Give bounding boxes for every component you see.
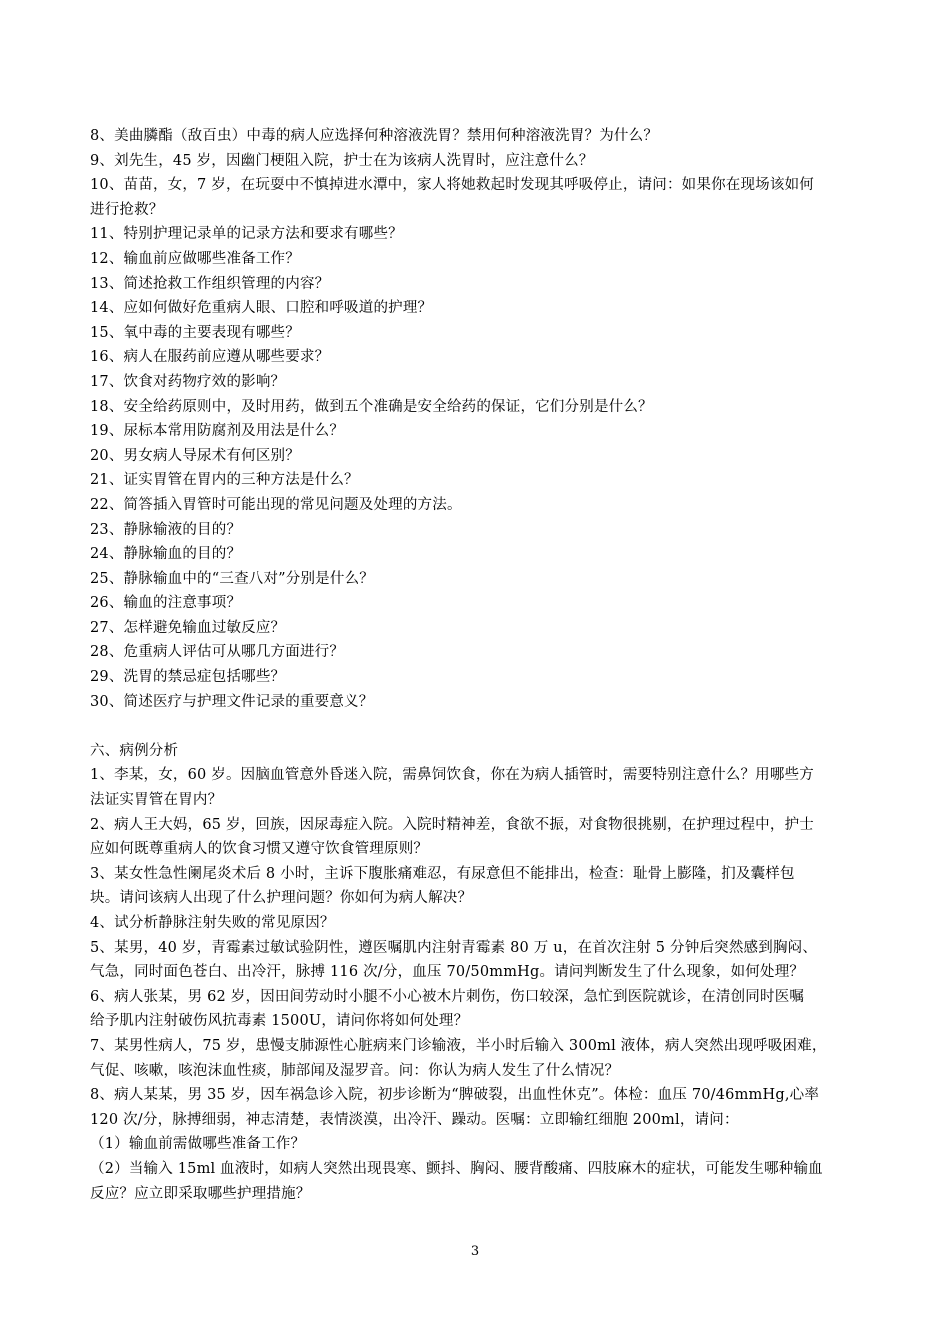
question-item bbox=[90, 690, 870, 715]
case-item-line: 给予肌内注射破伤风抗毒素 1500U，请问你将如何处理？ bbox=[90, 1013, 469, 1030]
question-item-line: 18、安全给药原则中，及时用药，做到五个准确是安全给药的保证，它们分别是什么？ bbox=[90, 398, 653, 415]
question-item bbox=[90, 444, 870, 469]
question-item bbox=[90, 370, 870, 395]
question-item bbox=[90, 665, 870, 690]
case-item-line: 4、试分析静脉注射失败的常见原因？ bbox=[90, 915, 335, 931]
question-item bbox=[90, 616, 870, 641]
question-item bbox=[90, 222, 870, 247]
case-item-line: 6、病人张某，男 62 岁，因田间劳动时小腿不小心被木片刺伤，伤口较深，急忙到医院就诊，在清创同时医嘱 bbox=[90, 988, 805, 1005]
question-item-line: 11、特别护理记录单的记录方法和要求有哪些？ bbox=[90, 226, 403, 243]
question-item-line: 26、输血的注意事项？ bbox=[90, 595, 242, 612]
case-item bbox=[90, 985, 870, 1034]
question-item bbox=[90, 518, 870, 543]
case-item-line: 1、李某，女，60 岁。因脑血管意外昏迷入院，需鼻饲饮食，你在为病人插管时，需要特别注意什么？用哪些方 bbox=[90, 767, 814, 784]
case-list bbox=[90, 763, 870, 1206]
question-item bbox=[90, 345, 870, 370]
question-item bbox=[90, 419, 870, 444]
question-item-line: 12、输血前应做哪些准备工作？ bbox=[90, 250, 300, 267]
question-item bbox=[90, 468, 870, 493]
question-item-line: 27、怎样避免输血过敏反应？ bbox=[90, 619, 286, 636]
question-item-line: 13、简述抢救工作组织管理的内容？ bbox=[90, 275, 330, 292]
case-item-line: 气促、咳嗽，咳泡沫血性痰，肺部闻及湿罗音。问：你认为病人发生了什么情况？ bbox=[90, 1062, 620, 1079]
case-item-line: 5、某男，40 岁，青霉素过敏试验阴性，遵医嘱肌内注射青霉素 80 万 u，在首次注射 5 分钟后突然感到胸闷、 bbox=[90, 939, 818, 956]
question-item-line: 14、应如何做好危重病人眼、口腔和呼吸道的护理？ bbox=[90, 300, 433, 317]
question-item bbox=[90, 272, 870, 297]
question-item bbox=[90, 640, 870, 665]
question-item-line: 15、氧中毒的主要表现有哪些？ bbox=[90, 324, 300, 341]
question-item-line: 29、洗胃的禁忌症包括哪些？ bbox=[90, 669, 286, 686]
case-item-line: 120 次/分，脉搏细弱，神志清楚，表情淡漠，出冷汗、躁动。医嘱：立即输红细胞 200ml，请问： bbox=[90, 1111, 739, 1128]
question-item-line: 16、病人在服药前应遵从哪些要求？ bbox=[90, 349, 330, 366]
case-item bbox=[90, 763, 870, 812]
question-item bbox=[90, 321, 870, 346]
question-item bbox=[90, 124, 870, 149]
question-item-line: 22、简答插入胃管时可能出现的常见问题及处理的方法。 bbox=[90, 496, 462, 513]
question-item bbox=[90, 542, 870, 567]
page-content bbox=[90, 124, 870, 1206]
question-item bbox=[90, 149, 870, 174]
case-item-line: 法证实胃管在胃内？ bbox=[90, 792, 223, 809]
blank-line bbox=[90, 714, 870, 739]
question-item-line: 17、饮食对药物疗效的影响？ bbox=[90, 373, 286, 390]
question-item bbox=[90, 567, 870, 592]
case-item bbox=[90, 813, 870, 862]
case-item-line: 气急，同时面色苍白、出冷汗，脉搏 116 次/分，血压 70/50mmHg。请问判断发生了什么现象，如何处理？ bbox=[90, 964, 805, 981]
question-list bbox=[90, 124, 870, 714]
case-item bbox=[90, 1083, 870, 1206]
question-item bbox=[90, 395, 870, 420]
question-item-line: 24、静脉输血的目的？ bbox=[90, 546, 242, 563]
question-item-line: 10、苗苗，女，7 岁，在玩耍中不慎掉进水潭中，家人将她救起时发现其呼吸停止，请问：如果你在现场该如何 bbox=[90, 177, 814, 194]
section-title: 六、病例分析 bbox=[90, 742, 179, 759]
case-item-line: 块。请问该病人出现了什么护理问题？你如何为病人解决？ bbox=[90, 890, 473, 907]
question-item-line: 8、美曲膦酯（敌百虫）中毒的病人应选择何种溶液洗胃？禁用何种溶液洗胃？为什么？ bbox=[90, 128, 659, 144]
case-item bbox=[90, 911, 870, 936]
case-item-line: 3、某女性急性阑尾炎术后 8 小时，主诉下腹胀痛难忍，有尿意但不能排出，检查：耻骨上膨隆，扪及囊样包 bbox=[90, 865, 795, 882]
question-item-line: 20、男女病人导尿术有何区别？ bbox=[90, 447, 300, 464]
case-item bbox=[90, 936, 870, 985]
case-item-line: 反应？应立即采取哪些护理措施？ bbox=[90, 1185, 311, 1202]
page-number: 3 bbox=[470, 1244, 480, 1259]
question-item bbox=[90, 247, 870, 272]
question-item-line: 25、静脉输血中的“三查八对”分别是什么？ bbox=[90, 570, 374, 587]
question-item bbox=[90, 591, 870, 616]
question-item-line: 进行抢救？ bbox=[90, 201, 164, 218]
case-item-line: （2）当输入 15ml 血液时，如病人突然出现畏寒、颤抖、胸闷、腰背酸痛、四肢麻木的症状，可能发生哪种输血 bbox=[90, 1160, 823, 1177]
question-item-line: 28、危重病人评估可从哪几方面进行？ bbox=[90, 644, 345, 661]
question-item-line: 23、静脉输液的目的？ bbox=[90, 521, 242, 538]
case-item bbox=[90, 862, 870, 911]
question-item bbox=[90, 173, 870, 222]
question-item-line: 9、刘先生，45 岁，因幽门梗阻入院，护士在为该病人洗胃时，应注意什么？ bbox=[90, 152, 594, 169]
question-item-line: 19、尿标本常用防腐剂及用法是什么？ bbox=[90, 423, 345, 440]
case-item bbox=[90, 1034, 870, 1083]
question-item-line: 30、简述医疗与护理文件记录的重要意义？ bbox=[90, 693, 374, 710]
question-item-line: 21、证实胃管在胃内的三种方法是什么？ bbox=[90, 472, 359, 489]
case-item-line: 7、某男性病人，75 岁，患慢支肺源性心脏病来门诊输液，半小时后输入 300ml 液体，病人突然出现呼吸困难， bbox=[90, 1037, 827, 1054]
question-item bbox=[90, 493, 870, 518]
case-item-line: （1）输血前需做哪些准备工作？ bbox=[90, 1136, 306, 1153]
case-item-line: 8、病人某某，男 35 岁，因车祸急诊入院，初步诊断为“脾破裂，出血性休克”。体检：血压 70/46mmHg,心率 bbox=[90, 1087, 820, 1104]
case-item-line: 应如何既尊重病人的饮食习惯又遵守饮食管理原则？ bbox=[90, 841, 429, 858]
case-item-line: 2、病人王大妈，65 岁，回族，因尿毒症入院。入院时精神差，食欲不振，对食物很挑剔，在护理过程中，护士 bbox=[90, 816, 814, 833]
question-item bbox=[90, 296, 870, 321]
